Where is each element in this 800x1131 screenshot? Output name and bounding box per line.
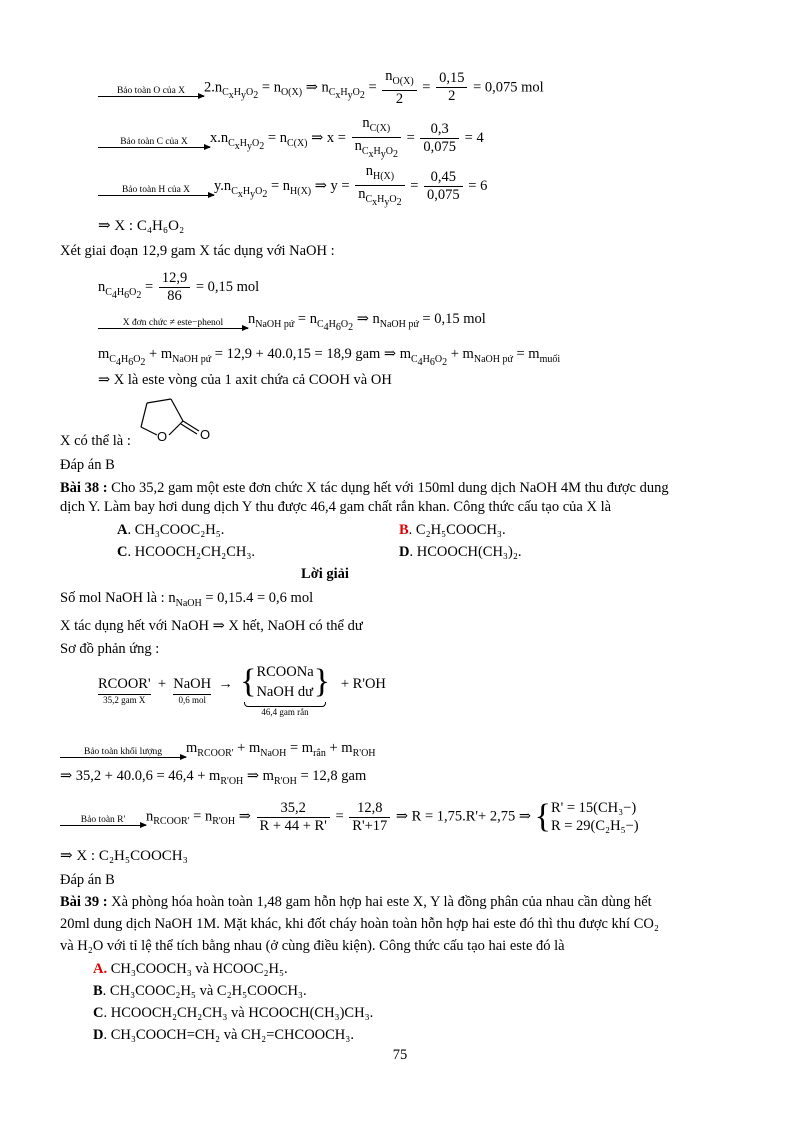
mass-line: $m_{C_4H_6O_2} + m_{NaOH pứ} = 12,9 + 40.0,15 = 18,9$ gam ⇒ $m_{C_4H_6O_2} + m_{NaOH pứ} = m_{muối}$ [98,346,561,368]
q39-option-d: D. CH₃COOCH=CH₂ và CH₂=CHCOOCH₃. [93,1027,354,1043]
q39-text-1: Bài 39 : Xà phòng hóa hoàn toàn 1,48 gam hỗn hợp hai este X, Y là đồng phân của nhau cần dùng hết [60,894,652,910]
eq-bao-toan-c: Bảo toàn C của X $x.n_{C_xH_yO_2} = n_{C(X)}$ ⇒ x = $\frac{n_{C(X)}}{n_{C_xH_yO_2}}$ = $\frac{0,3}{0,075}$ = 4 [98,115,484,163]
arrow-x-don-chuc: X đơn chức ≠ este−phenol [98,318,248,329]
q38-conclusion: ⇒ X : C₂H₅COOCH₃ [60,848,188,864]
q38-mass-conservation: Bảo toàn khối lượng $m_{RCOOR'} + m_{NaOH} = m_{rắn} + m_{R'OH}$ [60,739,376,763]
n-calc: $n_{C_4H_6O_2}$ = $\frac{12,9}{86}$ = 0,15 mol [98,270,260,304]
q39-option-b: B. CH₃COOC₂H₅ và C₂H₅COOCH₃. [93,983,307,999]
q38-text-1: Bài 38 : Cho 35,2 gam một este đơn chức X tác dụng hết với 150ml dung dịch NaOH 4M thu được dung [60,480,669,496]
eq-bao-toan-o: Bảo toàn O của X $2.n_{C_xH_yO_2} = n_{O(X)}$ ⇒ $n_{C_xH_yO_2}$ = $\frac{n_{O(X)}}{2}$ = $\frac{0,15}{2}$ = 0,075 mol [98,68,544,108]
eq-naoh-pu: X đơn chức ≠ este−phenol $n_{NaOH pứ} = n_{C_4H_6O_2}$ ⇒ $n_{NaOH pứ} = 0,15$ mol [98,310,486,337]
q38-option-a: A. CH₃COOC₂H₅. [117,522,225,538]
x-can-be: X có thể là : [60,433,131,449]
conclusion-x-formula: ⇒ X : C₄H₆O₂ [98,218,185,234]
eq-bao-toan-h: Bảo toàn H của X $y.n_{C_xH_yO_2} = n_{H(X)}$ ⇒ y = $\frac{n_{H(X)}}{n_{C_xH_yO_2}}$ = $\frac{0,45}{0,075}$ = 6 [98,163,487,211]
ring-oxygen: O [157,429,168,444]
q38-mol-naoh: Số mol NaOH là : $n_{NaOH} = 0,15.4 = 0,6$ mol [60,590,314,609]
stage-text: Xét giai đoạn 12,9 gam X tác dụng với NaOH : [60,243,335,259]
q38-answer: Đáp án B [60,872,115,888]
q38-calc-line: ⇒ $35,2 + 40.0,6 = 46,4 + m_{R'OH}$ ⇒ $m_{R'OH} = 12,8$ gam [60,768,367,787]
q38-option-d: D. HCOOCH(CH₃)₂. [399,544,522,560]
q38-r-conservation: Bảo toàn R' $n_{RCOOR'} = n_{R'OH}$ ⇒ $\frac{35,2}{R + 44 + R'}$ = $\frac{12,8}{R'+17}$ ⇒ R = 1,75.R'+ 2,75 ⇒ { R' = 15(CH₃−) R = 29(C₂H₅−) [60,797,639,837]
q38-option-c: C. HCOOCH₂CH₂CH₃. [117,544,256,560]
lactone-ring-structure [135,393,225,448]
arrow-khoi-luong: Bảo toàn khối lượng [60,747,186,758]
q38-solution-title: Lời giải [301,566,349,582]
q38-option-b: B. C₂H₅COOCH₃. [399,522,506,538]
q39-text-2: 20ml dung dịch NaOH 1M. Mặt khác, khi đốt cháy hoàn toàn hỗn hợp hai este đó thì thu được khí CO₂ [60,916,659,932]
arrow-h: Bảo toàn H của X [98,185,214,196]
q39-text-3: và H₂O với tỉ lệ thể tích bằng nhau (ở cùng điều kiện). Công thức cấu tạo hai este đó là [60,938,565,954]
q38-reaction-scheme: RCOOR' 35,2 gam X + NaOH 0,6 mol → { RCOONa NaOH dư } 46,4 gam rắn + R'OH [98,663,386,717]
q38-react-line: X tác dụng hết với NaOH ⇒ X hết, NaOH có thể dư [60,618,363,634]
arrow-bao-toan-r: Bảo toàn R' [60,815,146,826]
conclusion-este-vong: ⇒ X là este vòng của 1 axit chứa cả COOH và OH [98,372,392,388]
arrow-c: Bảo toàn C của X [98,137,210,148]
arrow-o: Bảo toàn O của X [98,86,204,97]
q39-option-a: A. CH₃COOCH₃ và HCOOC₂H₅. [93,961,288,977]
q38-text-2: dịch Y. Làm bay hơi dung dịch Y thu được 46,4 gam chất rắn khan. Công thức cấu tạo của X là [60,499,612,515]
carbonyl-oxygen: O [200,427,211,442]
page-number: 75 [392,1047,408,1063]
q38-scheme-label: Sơ đồ phản ứng : [60,641,160,657]
q39-option-c: C. HCOOCH₂CH₂CH₃ và HCOOCH(CH₃)CH₃. [93,1005,374,1021]
answer-37: Đáp án B [60,457,115,473]
